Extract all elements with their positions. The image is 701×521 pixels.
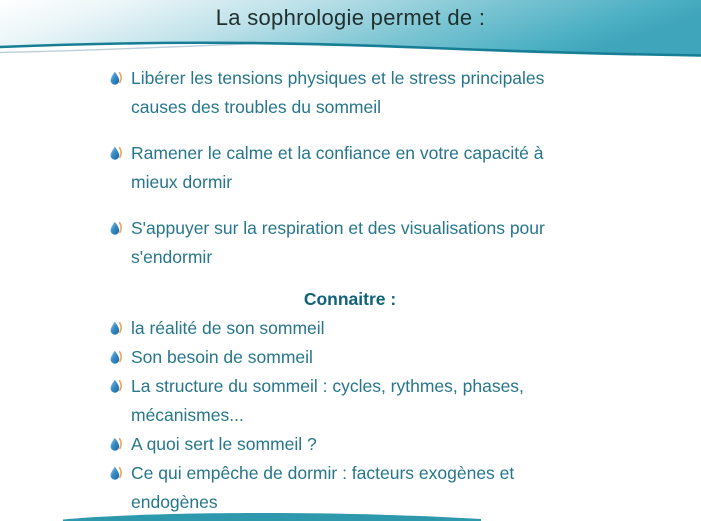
list-item xyxy=(108,314,596,343)
bullet-text: Son besoin de sommeil xyxy=(131,347,313,367)
bullet-text: S'appuyer sur la respiration et des visualisations pour s'endormir xyxy=(131,218,545,267)
droplet-bullet-icon xyxy=(108,348,125,367)
bullet-text: Libérer les tensions physiques et le stress principales causes des troubles du sommeil xyxy=(131,68,545,117)
list-item xyxy=(108,430,596,459)
bullet-text: la réalité de son sommeil xyxy=(131,318,325,338)
droplet-bullet-icon xyxy=(108,144,125,163)
slide-body xyxy=(108,58,596,517)
slide-header xyxy=(0,0,701,60)
list-item xyxy=(108,372,596,430)
list-item xyxy=(108,214,596,272)
droplet-bullet-icon xyxy=(108,319,125,338)
droplet-bullet-icon xyxy=(108,435,125,454)
droplet-bullet-icon xyxy=(108,69,125,88)
bullet-text: La structure du sommeil : cycles, rythmes, phases, mécanismes... xyxy=(131,376,524,425)
list-item xyxy=(108,64,596,122)
section-subheading: Connaitre : xyxy=(303,289,397,309)
footer-wave-graphic xyxy=(0,507,701,521)
page-title: La sophrologie permet de : xyxy=(215,5,486,30)
bullet-text: A quoi sert le sommeil ? xyxy=(131,434,317,454)
droplet-bullet-icon xyxy=(108,377,125,396)
list-item xyxy=(108,139,596,197)
bullet-text: Ramener le calme et la confiance en votre capacité à mieux dormir xyxy=(131,143,544,192)
droplet-bullet-icon xyxy=(108,464,125,483)
connaitre-bullet-list xyxy=(108,314,596,517)
droplet-bullet-icon xyxy=(108,219,125,238)
main-bullet-list xyxy=(108,64,596,272)
list-item xyxy=(108,343,596,372)
bullet-text: Ce qui empêche de dormir : facteurs exogènes et endogènes xyxy=(131,463,515,512)
